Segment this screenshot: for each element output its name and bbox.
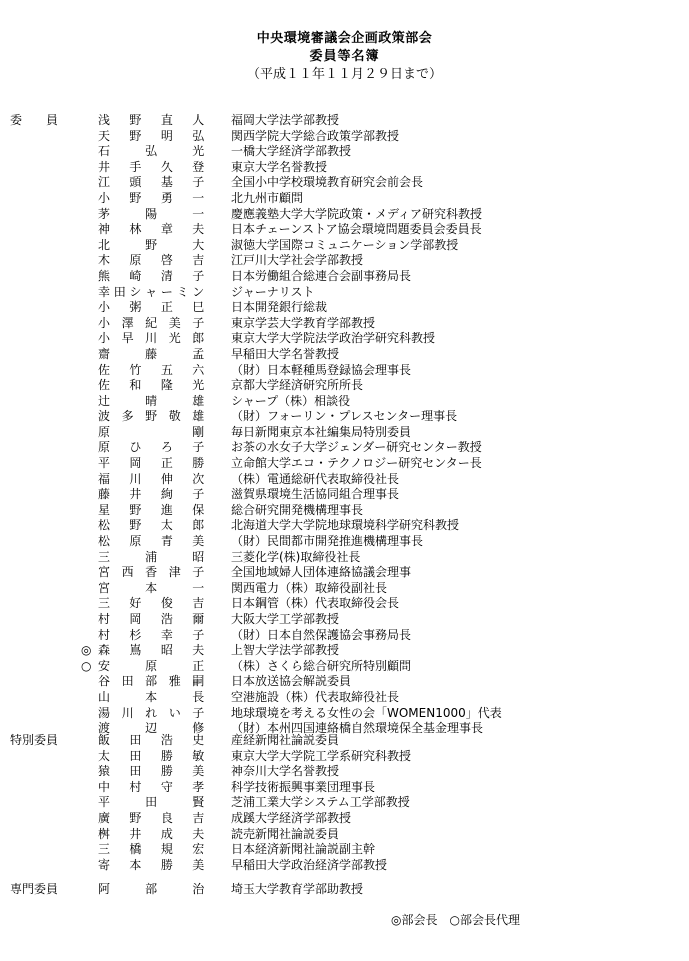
roster-row (0, 129, 689, 145)
member-affiliation: 日本開発銀行総裁 (231, 300, 328, 315)
roster-row (0, 733, 689, 749)
member-name: 森 嶌 昭 夫 (98, 643, 204, 658)
roster-row (0, 238, 689, 254)
roster-title: 委員等名簿 (309, 49, 380, 64)
member-affiliation: 関西電力（株）取締役副社長 (231, 580, 388, 595)
roster-row (0, 269, 689, 285)
roster-row (0, 550, 689, 566)
member-name: 平 田 賢 (98, 795, 204, 810)
member-name: 福 川 伸 次 (98, 471, 204, 486)
roster-row (0, 749, 689, 765)
roster-row (0, 160, 689, 176)
member-affiliation: 京都大学経済研究所所長 (231, 378, 364, 393)
roster-row (0, 363, 689, 379)
member-affiliation: 総合研究開発機構理事長 (231, 502, 364, 517)
member-name: 原 剛 (98, 424, 204, 439)
roster-row (0, 827, 689, 843)
roster-row (0, 659, 689, 675)
special-members-section (0, 733, 689, 873)
member-name: 星 野 進 保 (98, 502, 204, 517)
role-mark: ◎ (81, 643, 92, 658)
member-affiliation: 埼玉大学教育学部助教授 (231, 882, 364, 896)
member-name: 浅 野 直 人 (98, 113, 204, 127)
roster-row (0, 409, 689, 425)
roster-row (0, 882, 689, 898)
legend-chair: ◎部会長 (391, 913, 438, 927)
member-affiliation: 神奈川大学名誉教授 (231, 764, 340, 779)
roster-row (0, 795, 689, 811)
member-affiliation: 日本チェーンストア協会環境問題委員会委員長 (231, 222, 482, 237)
roster-row (0, 144, 689, 160)
member-affiliation: シャープ（株）相談役 (231, 393, 351, 408)
roster-row (0, 425, 689, 441)
member-name: 佐 竹 五 六 (98, 362, 204, 377)
member-name: 村 杉 幸 子 (98, 627, 204, 642)
member-affiliation: お茶の水女子大学ジェンダー研究センター教授 (231, 440, 482, 455)
member-affiliation: 産経新聞社論説委員 (231, 733, 340, 747)
member-affiliation: 大阪大学工学部教授 (231, 612, 340, 626)
roster-row (0, 253, 689, 269)
member-affiliation: 全国小中学校環境教育研究会前会長 (231, 175, 424, 190)
member-affiliation: 上智大学法学部教授 (231, 643, 340, 658)
roster-row (0, 518, 689, 534)
document-header (0, 30, 689, 84)
member-affiliation: 三菱化学(株)取締役社長 (231, 549, 361, 564)
member-affiliation: 成蹊大学経済学部教授 (231, 810, 352, 825)
roster-row (0, 222, 689, 238)
roster-row (0, 300, 689, 316)
roster-row (0, 175, 689, 191)
member-affiliation: 立命館大学エコ・テクノロジー研究センター長 (231, 456, 482, 471)
member-affiliation: （財）日本軽種馬登録協会理事長 (231, 362, 412, 377)
member-affiliation: 早稲田大学政治経済学部教授 (231, 857, 388, 872)
member-affiliation: 東京学芸大学教育学部教授 (231, 315, 376, 330)
member-name: 小 早 川 光 郎 (98, 331, 204, 346)
roster-row (0, 643, 689, 659)
member-name: 松 野 太 郎 (98, 518, 204, 533)
member-affiliation: ジャーナリスト (231, 284, 315, 299)
members-section (0, 113, 689, 737)
member-name: 齋 藤 孟 (98, 346, 204, 361)
member-affiliation: 空港施設（株）代表取締役社長 (231, 689, 400, 704)
role-legend (391, 912, 520, 928)
member-affiliation: （株）電通総研代表取締役社長 (231, 471, 400, 486)
roster-row (0, 780, 689, 796)
category-label: 特別委員 (10, 733, 59, 747)
member-affiliation: 福岡大学法学部教授 (231, 113, 340, 127)
role-mark: ○ (81, 658, 92, 673)
member-affiliation: 科学技術振興事業団理事長 (231, 779, 376, 794)
member-name: 波 多 野 敬 雄 (98, 409, 204, 424)
member-name: 茅 陽 一 (98, 206, 204, 221)
member-name: 太 田 勝 敏 (98, 748, 204, 763)
member-name: 村 岡 浩 爾 (98, 612, 204, 626)
member-name: 谷 田 部 雅 嗣 (98, 674, 204, 689)
roster-row (0, 456, 689, 472)
member-name: 松 原 青 美 (98, 534, 204, 549)
member-name: 宮 本 一 (98, 580, 204, 595)
roster-row (0, 440, 689, 456)
member-affiliation: 日本経済新聞社論説副主幹 (231, 842, 376, 857)
roster-row (0, 503, 689, 519)
member-name: 佐 和 隆 光 (98, 378, 204, 393)
member-affiliation: 北海道大学大学院地球環境科学研究科教授 (231, 518, 460, 533)
member-affiliation: 日本労働組合総連合会副事務局長 (231, 268, 412, 283)
member-affiliation: 北九州市顧問 (231, 190, 304, 205)
roster-row (0, 394, 689, 410)
expert-members-section (0, 882, 689, 898)
member-name: 江 頭 基 子 (98, 175, 204, 190)
member-name: 寄 本 勝 美 (98, 857, 204, 872)
roster-row (0, 764, 689, 780)
member-name: 三 浦 昭 (98, 549, 204, 564)
member-name: 山 本 長 (98, 689, 204, 704)
member-name: 安 原 正 (98, 658, 204, 673)
member-affiliation: 早稲田大学名誉教授 (231, 346, 340, 361)
member-affiliation: （財）フォーリン・プレスセンター理事長 (231, 409, 458, 424)
member-affiliation: 慶應義塾大学大学院政策・メディア研究科教授 (231, 206, 483, 221)
roster-row (0, 706, 689, 722)
member-name: 宮 西 香 津 子 (98, 565, 204, 580)
member-name: 平 岡 正 勝 (98, 456, 204, 471)
member-name: 猿 田 勝 美 (98, 764, 204, 779)
member-affiliation: 江戸川大学社会学部教授 (231, 253, 364, 268)
member-name: 湯 川 れ い 子 (98, 705, 204, 720)
member-affiliation: 一橋大学経済学部教授 (231, 144, 352, 159)
member-name: 小 野 勇 一 (98, 190, 204, 205)
roster-row (0, 596, 689, 612)
roster-row (0, 191, 689, 207)
roster-row (0, 378, 689, 394)
council-title: 中央環境審議会企画政策部会 (256, 31, 433, 46)
member-name: 小 粥 正 巳 (98, 300, 204, 315)
member-affiliation: 芝浦工業大学システム工学部教授 (231, 795, 410, 810)
roster-row (0, 331, 689, 347)
member-name: 北 野 大 (98, 237, 204, 252)
roster-row (0, 207, 689, 223)
roster-row (0, 487, 689, 503)
member-affiliation: （株）さくら総合研究所特別顧問 (231, 658, 412, 673)
member-name: 桝 井 成 夫 (98, 826, 204, 841)
member-name: 幸 田 シ ャ ー ミ ン (98, 284, 204, 299)
member-name: 原 ひ ろ 子 (98, 440, 204, 455)
member-name: 渡 辺 修 (98, 721, 204, 736)
roster-row (0, 113, 689, 129)
member-name: 辻 晴 雄 (98, 393, 204, 408)
member-name: 井 手 久 登 (98, 159, 204, 174)
member-name: 三 好 俊 吉 (98, 596, 204, 611)
roster-row (0, 316, 689, 332)
roster-row (0, 612, 689, 628)
member-affiliation: 滋賀県環境生活協同組合理事長 (231, 487, 400, 502)
member-name: 阿 部 治 (98, 882, 204, 896)
member-name: 石 弘 光 (98, 144, 204, 159)
member-affiliation: 日本鋼管（株）代表取締役会長 (231, 596, 400, 611)
member-name: 三 橋 規 宏 (98, 842, 204, 857)
member-affiliation: 東京大学名誉教授 (231, 159, 328, 174)
roster-row (0, 628, 689, 644)
member-name: 小 澤 紀 美 子 (98, 315, 204, 330)
member-affiliation: （財）本州四国連絡橋自然環境保全基金理事長 (231, 721, 484, 736)
member-name: 中 村 守 孝 (98, 779, 204, 794)
roster-row (0, 811, 689, 827)
member-name: 藤 井 絢 子 (98, 487, 204, 502)
roster-row (0, 674, 689, 690)
member-name: 神 林 章 夫 (98, 222, 204, 237)
member-affiliation: 淑徳大学国際コミュニケーション学部教授 (231, 237, 459, 252)
roster-row (0, 534, 689, 550)
roster-row (0, 565, 689, 581)
category-label: 専門委員 (10, 882, 59, 896)
category-label: 委 員 (10, 113, 59, 127)
roster-row (0, 581, 689, 597)
member-affiliation: （財）民間都市開発推進機構理事長 (231, 534, 424, 549)
member-affiliation: 読売新聞社論説委員 (231, 826, 340, 841)
member-name: 天 野 明 弘 (98, 128, 204, 143)
member-affiliation: 全国地域婦人団体連絡協議会理事 (231, 565, 412, 580)
member-name: 飯 田 浩 史 (98, 733, 204, 747)
roster-row (0, 347, 689, 363)
member-name: 廣 野 良 吉 (98, 810, 204, 825)
roster-row (0, 472, 689, 488)
roster-row (0, 858, 689, 874)
roster-row (0, 842, 689, 858)
member-affiliation: 東京大学大学院法学政治学研究科教授 (231, 331, 436, 346)
member-affiliation: 東京大学大学院工学系研究科教授 (231, 748, 412, 763)
member-affiliation: 地球環境を考える女性の会「WOMEN1000」代表 (231, 705, 502, 720)
member-affiliation: 日本放送協会解説委員 (231, 674, 352, 689)
roster-row (0, 285, 689, 301)
roster-date: （平成１１年１１月２９日まで） (246, 67, 442, 82)
member-affiliation: 関西学院大学総合政策学部教授 (231, 128, 400, 143)
member-affiliation: （財）日本自然保護協会事務局長 (231, 627, 412, 642)
member-name: 熊 崎 清 子 (98, 268, 204, 283)
member-name: 木 原 啓 吉 (98, 253, 204, 268)
member-affiliation: 毎日新聞東京本社編集局特別委員 (231, 424, 412, 439)
roster-row (0, 690, 689, 706)
legend-deputy: ○部会長代理 (449, 913, 520, 927)
